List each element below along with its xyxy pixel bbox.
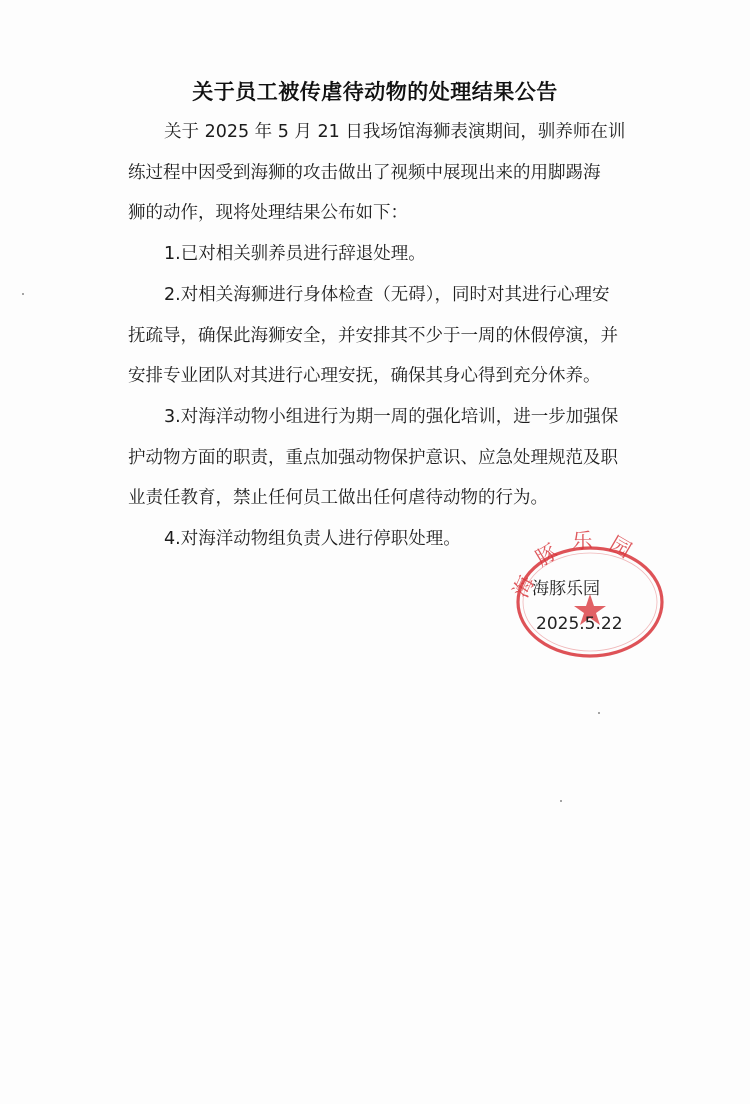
signature-date: 2025.5.22 <box>536 614 623 634</box>
item-line: 4.对海洋动物组负责人进行停职处理。 <box>164 529 461 549</box>
item-line: 护动物方面的职责，重点加强动物保护意识、应急处理规范及职 <box>128 447 618 468</box>
item-line: 抚疏导，确保此海狮安全，并安排其不少于一周的休假停演，并 <box>128 325 618 346</box>
page-title: 关于员工被传虐待动物的处理结果公告 <box>192 80 558 104</box>
item-line: 业责任教育，禁止任何员工做出任何虐待动物的行为。 <box>128 488 548 508</box>
list-item-3 <box>128 397 668 519</box>
seal-text-path: 海豚乐园 <box>508 528 648 602</box>
intro-line: 关于 2025 年 5 月 21 日我场馆海狮表演期间，驯养师在训 <box>164 122 626 142</box>
list-item-2 <box>128 275 668 397</box>
intro-paragraph <box>128 112 668 234</box>
intro-line: 练过程中因受到海狮的攻击做出了视频中展现出来的用脚踢海 <box>128 162 601 183</box>
list-item-1 <box>128 234 668 275</box>
item-line: 安排专业团队对其进行心理安抚，确保其身心得到充分休养。 <box>128 366 601 386</box>
item-line: 1.已对相关驯养员进行辞退处理。 <box>164 244 426 264</box>
item-line: 3.对海洋动物小组进行为期一周的强化培训，进一步加强保 <box>164 407 619 427</box>
scan-speck <box>22 293 24 295</box>
signature-organization: 海豚乐园 <box>532 579 600 599</box>
scan-speck <box>598 712 600 714</box>
scan-speck <box>560 800 562 802</box>
item-line: 2.对相关海狮进行身体检查（无碍），同时对其进行心理安 <box>164 285 610 305</box>
intro-line: 狮的动作，现将处理结果公布如下： <box>128 203 408 223</box>
